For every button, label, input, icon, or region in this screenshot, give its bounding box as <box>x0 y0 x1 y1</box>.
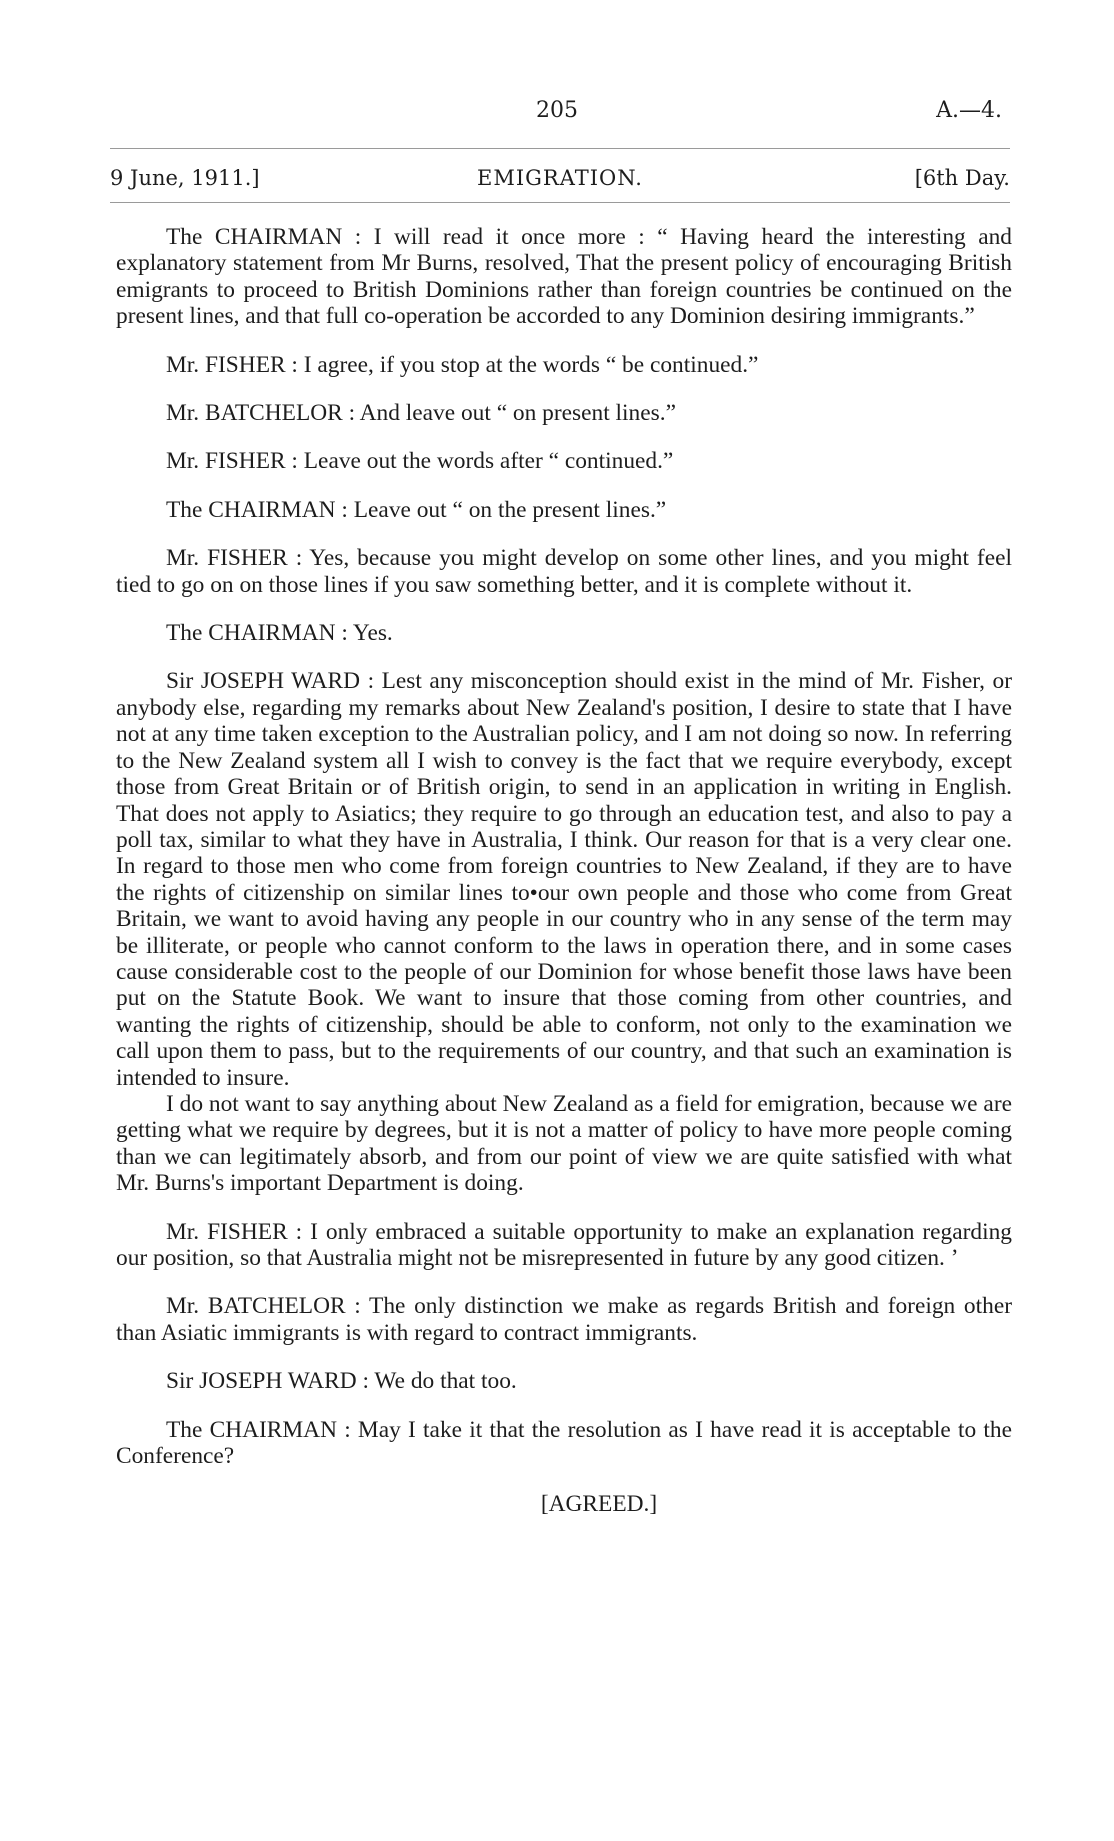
paragraph: The CHAIRMAN : Leave out “ on the present lines.” <box>166 496 667 523</box>
paragraph: Sir JOSEPH WARD : We do that too. <box>166 1368 517 1395</box>
paragraph: Mr. FISHER : Leave out the words after “ continued.” <box>166 448 674 475</box>
header-date: 9 June, 1911.] <box>110 166 260 190</box>
agreed-note: [AGREED.] <box>540 1491 658 1518</box>
transcript-body <box>116 224 1012 1540</box>
paragraph: Mr. BATCHELOR : The only distinction we make as regards British and foreign other than Asiatic immigrants is with regard to contract immigrants. <box>116 1293 1012 1346</box>
paragraph: Mr. BATCHELOR : And leave out “ on present lines.” <box>166 400 676 427</box>
paragraph: Mr. FISHER : I only embraced a suitable opportunity to make an explanation regarding our position, so that Australia might not be misrepresented in future by any good citizen. ’ <box>116 1218 1012 1271</box>
paragraph: The CHAIRMAN : I will read it once more : “ Having heard the interesting and explanatory statement from Mr Burns, resolved, That the present policy of encouraging British emigrants to proceed to British Dominions rather than foreign countries be continued on the present lines, and that full co-operation be accorded to any Dominion desiring immigrants.” <box>116 224 1012 330</box>
header-rule-top <box>110 148 1010 149</box>
paragraph: I do not want to say anything about New Zealand as a field for emigration, because we are getting what we require by degrees, but it is not a matter of policy to have more people coming than we can legitimately absorb, and from our point of view we are quite satisfied with what Mr. Burns's important Department is doing. <box>116 1090 1012 1197</box>
header-rule-bottom <box>110 202 1010 203</box>
paragraph: The CHAIRMAN : Yes. <box>166 620 393 647</box>
page-number: 205 <box>536 98 578 123</box>
header-section-title: EMIGRATION. <box>477 166 643 190</box>
paragraph: Mr. FISHER : I agree, if you stop at the words “ be continued.” <box>166 351 759 378</box>
paragraph: The CHAIRMAN : May I take it that the resolution as I have read it is acceptable to the Conference? <box>116 1416 1012 1470</box>
paragraph: Sir JOSEPH WARD : Lest any misconception should exist in the mind of Mr. Fisher, or anybody else, regarding my remarks about New Zealand's position, I desire to state that I have not at any time taken exception to the Australian policy, and I am not doing so now. In referring to the New Zealand system all I wish to convey is the fact that we require everybody, except those from Great Britain or of British origin, to send in an application in writing in English. That does not apply to Asiatics; they require to go through an education test, and also to pay a poll tax, similar to what they have in Australia, I think. Our reason for that is a very clear one. In regard to those men who come from foreign countries to New Zealand, if they are to have the rights of citizenship on similar lines to•our own people and those who come from Great Britain, we want to avoid having any people in our country who in any sense of the term may be illiterate, or people who cannot conform to the laws in operation there, and in some cases cause considerable cost to the people of our Dominion for whose benefit those laws have been put on the Statute Book. We want to insure that those coming from other countries, and wanting the rights of citizenship, should be able to conform, not only to the examination we call upon them to pass, but to the requirements of our country, and that such an examination is intended to insure. <box>116 668 1012 1091</box>
header-day: [6th Day. <box>914 166 1010 190</box>
paragraph: Mr. FISHER : Yes, because you might develop on some other lines, and you might feel tied to go on on those lines if you saw something better, and it is complete without it. <box>116 545 1012 598</box>
document-reference: A.—4. <box>936 98 1002 123</box>
